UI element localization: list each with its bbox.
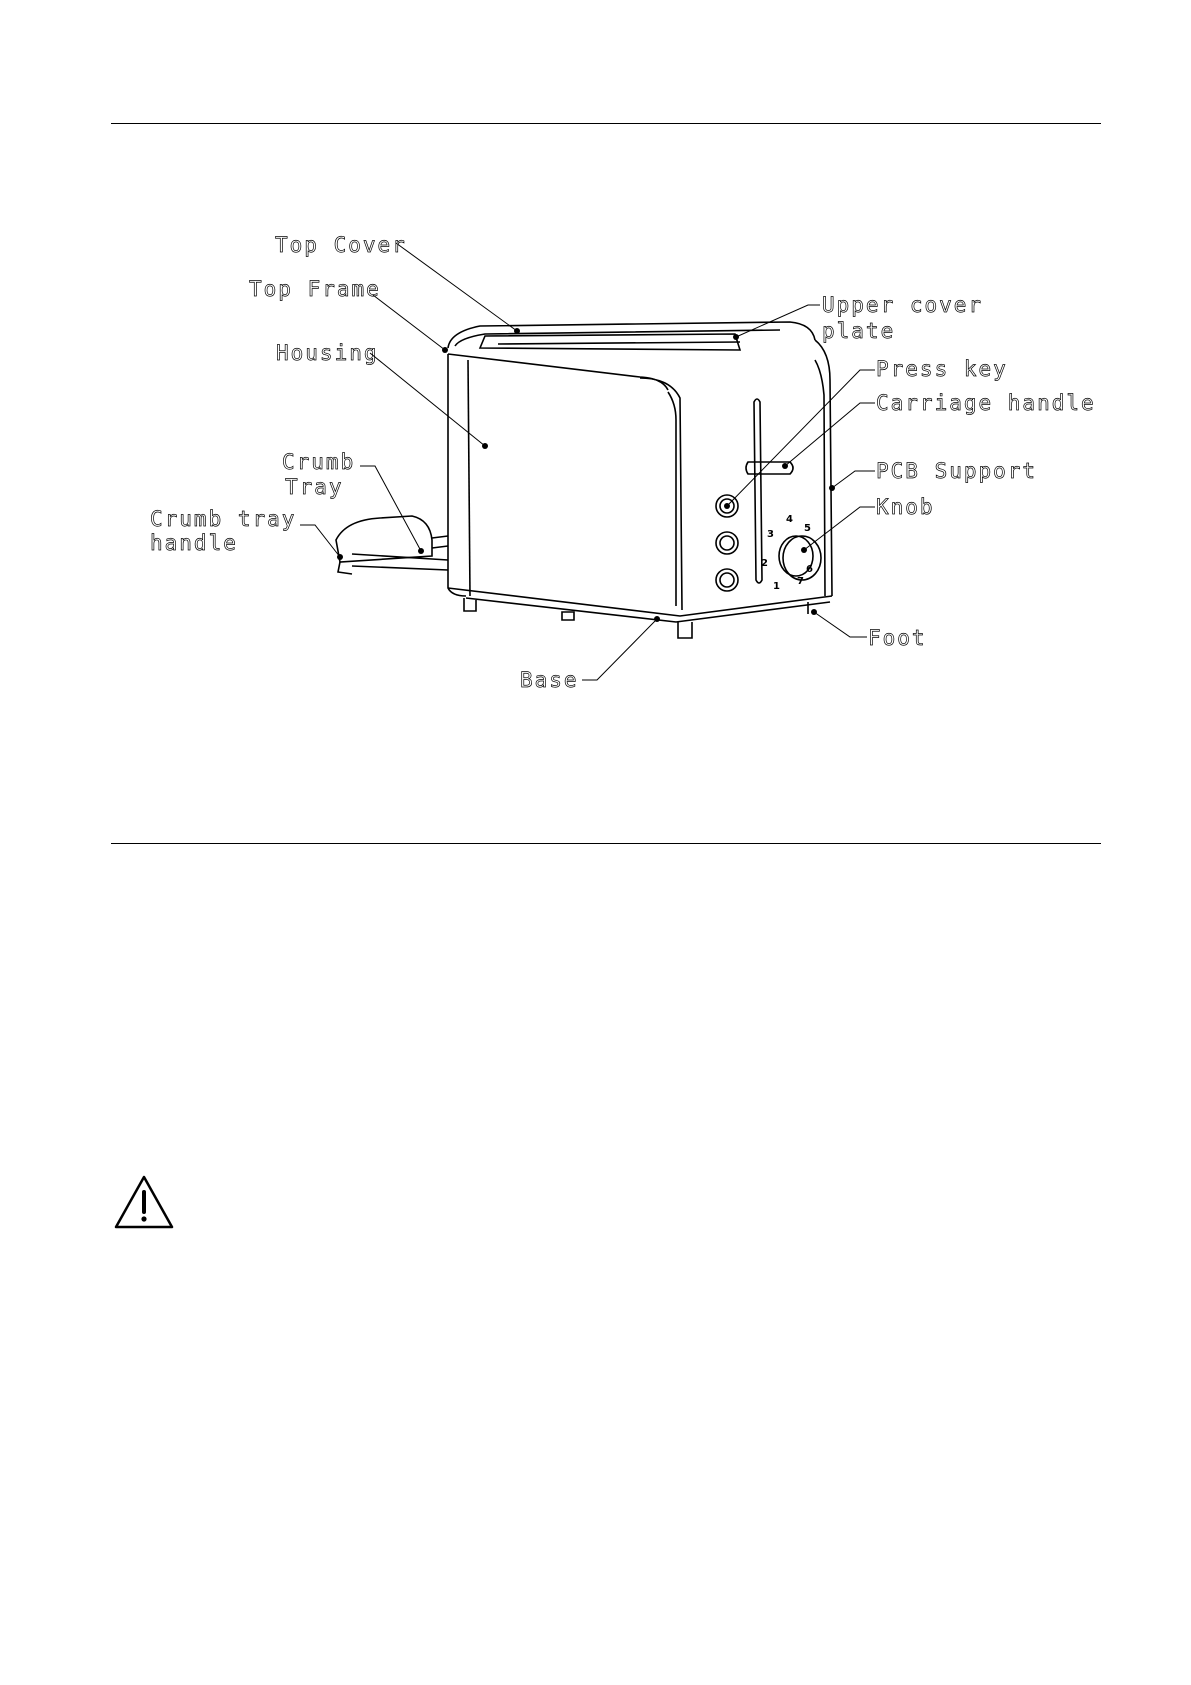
- dial-mark: 3: [767, 529, 774, 540]
- label-upper-cover-plate-line1: Upper cover: [822, 293, 984, 317]
- label-crumb-tray-handle-line1: Crumb tray: [150, 507, 297, 531]
- middle-rule: [111, 843, 1101, 844]
- label-crumb-tray-line2: Tray: [285, 475, 344, 499]
- label-press-key: Press key: [876, 357, 1008, 381]
- label-crumb-tray-handle-line2: handle: [150, 531, 238, 555]
- dial-mark: 2: [761, 558, 768, 569]
- warning-triangle-icon: [113, 1174, 175, 1234]
- label-upper-cover-plate-line2: plate: [822, 319, 896, 343]
- label-base: Base: [520, 668, 579, 692]
- label-crumb-tray-line1: Crumb: [282, 450, 356, 474]
- label-top-cover: Top Cover: [275, 233, 407, 257]
- dial-mark: 6: [806, 564, 813, 575]
- label-carriage-handle: Carriage handle: [876, 391, 1096, 415]
- dial-mark: 1: [773, 581, 780, 592]
- label-knob: Knob: [876, 495, 935, 519]
- toaster-diagram: [0, 0, 1191, 720]
- label-top-frame: Top Frame: [249, 277, 381, 301]
- toaster-drawing: [336, 322, 832, 638]
- dial-mark: 4: [786, 514, 793, 525]
- label-foot: Foot: [868, 626, 927, 650]
- label-pcb-support: PCB Support: [876, 459, 1038, 483]
- label-housing: Housing: [276, 341, 379, 365]
- dial-mark: 5: [804, 523, 811, 534]
- dial-mark: 7: [797, 576, 804, 587]
